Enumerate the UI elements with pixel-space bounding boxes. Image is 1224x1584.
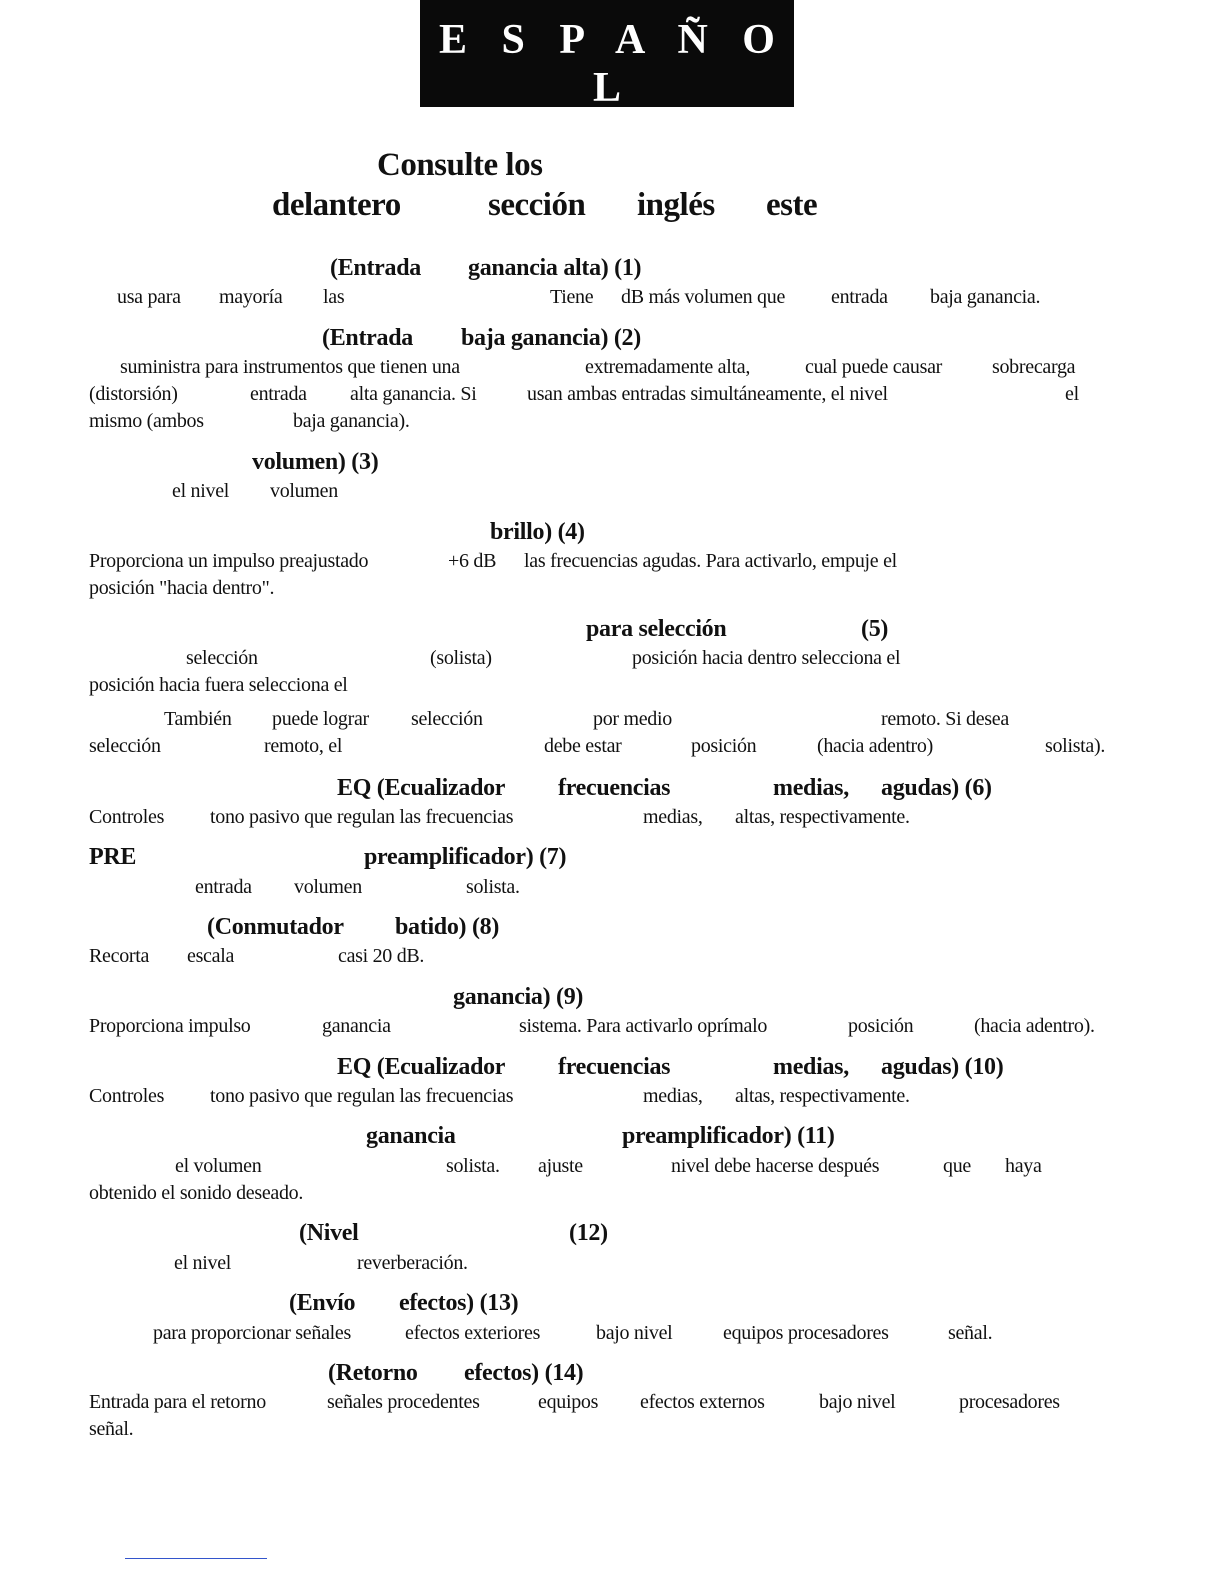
section-heading: EQ (Ecualizador — [337, 775, 506, 801]
section-heading: preamplificador) (11) — [622, 1123, 835, 1149]
body-text: el nivel — [172, 480, 230, 502]
body-text: volumen — [270, 480, 338, 502]
body-text: ajuste — [538, 1155, 583, 1177]
title-word: este — [766, 187, 818, 223]
title-word: delantero — [272, 187, 401, 223]
body-text: señal. — [948, 1322, 993, 1344]
body-text: puede lograr — [272, 708, 369, 730]
language-banner-title: E S P A Ñ O L — [439, 17, 787, 111]
body-text: bajo nivel — [596, 1322, 673, 1344]
body-text: sobrecarga — [992, 356, 1076, 378]
body-text: señal. — [89, 1418, 134, 1440]
body-text: efectos exteriores — [405, 1322, 541, 1344]
section-heading: medias, — [773, 1054, 849, 1080]
body-text: Controles — [89, 1085, 165, 1107]
section-heading: (Conmutador — [207, 914, 344, 940]
body-text: mismo (ambos — [89, 410, 204, 432]
body-text: (solista) — [430, 647, 492, 669]
section-heading: EQ (Ecualizador — [337, 1054, 506, 1080]
body-text: Entrada para el retorno — [89, 1391, 266, 1413]
body-text: suministra para instrumentos que tienen una — [120, 356, 460, 378]
body-text: haya — [1005, 1155, 1042, 1177]
body-text: nivel debe hacerse después — [671, 1155, 880, 1177]
body-text: para proporcionar señales — [153, 1322, 351, 1344]
body-text: ganancia — [322, 1015, 391, 1037]
title-word: inglés — [637, 187, 715, 223]
section-heading: (12) — [569, 1220, 608, 1246]
body-text: obtenido el sonido deseado. — [89, 1182, 304, 1204]
section-heading: frecuencias — [558, 775, 671, 801]
body-text: señales procedentes — [327, 1391, 480, 1413]
body-text: selección — [89, 735, 161, 757]
body-text: entrada — [195, 876, 252, 898]
body-text: procesadores — [959, 1391, 1060, 1413]
section-heading: (Retorno — [328, 1360, 418, 1386]
section-heading: (Envío — [289, 1290, 356, 1316]
section-heading: PRE — [89, 844, 137, 870]
body-text: alta ganancia. Si — [350, 383, 477, 405]
body-text: dB más volumen que — [621, 286, 786, 308]
body-text: medias, — [643, 1085, 703, 1107]
body-text: posición hacia dentro selecciona el — [632, 647, 901, 669]
section-heading: batido) (8) — [395, 914, 500, 940]
body-text: las — [323, 286, 345, 308]
body-text: mayoría — [219, 286, 283, 308]
section-heading: agudas) (6) — [881, 775, 992, 801]
body-text: posición — [848, 1015, 914, 1037]
language-banner — [420, 0, 794, 111]
body-text: (hacia adentro). — [974, 1015, 1095, 1037]
section-heading: efectos) (13) — [399, 1290, 519, 1316]
section-heading: medias, — [773, 775, 849, 801]
section-heading: (5) — [861, 616, 889, 642]
body-text: (hacia adentro) — [817, 735, 933, 757]
body-text: el volumen — [175, 1155, 262, 1177]
body-text: posición "hacia dentro". — [89, 577, 275, 599]
body-text: usa para — [117, 286, 181, 308]
body-text: +6 dB — [448, 550, 497, 572]
body-text: solista. — [446, 1155, 500, 1177]
body-text: Recorta — [89, 945, 150, 967]
body-text: altas, respectivamente. — [735, 1085, 910, 1107]
section-heading: ganancia alta) (1) — [468, 255, 642, 281]
footer-rule — [125, 1558, 267, 1559]
body-text: remoto, el — [264, 735, 343, 757]
section-heading: preamplificador) (7) — [364, 844, 567, 870]
body-text: las frecuencias agudas. Para activarlo, empuje el — [524, 550, 897, 572]
body-text: tono pasivo que regulan las frecuencias — [210, 806, 514, 828]
body-text: solista). — [1045, 735, 1106, 757]
body-text: altas, respectivamente. — [735, 806, 910, 828]
body-text: cual puede causar — [805, 356, 943, 378]
body-text: posición — [691, 735, 757, 757]
title-line1: Consulte los — [377, 147, 543, 183]
body-text: escala — [187, 945, 235, 967]
body-text: También — [164, 708, 232, 730]
body-text: el — [1065, 383, 1079, 405]
body-text: Proporciona un impulso preajustado — [89, 550, 369, 572]
body-text: que — [943, 1155, 971, 1177]
section-heading: agudas) (10) — [881, 1054, 1004, 1080]
section-heading: volumen) (3) — [252, 449, 379, 475]
body-text: equipos — [538, 1391, 599, 1413]
section-heading: baja ganancia) (2) — [461, 325, 641, 351]
body-text: casi 20 dB. — [338, 945, 425, 967]
section-heading: ganancia) (9) — [453, 984, 584, 1010]
body-text: entrada — [250, 383, 307, 405]
body-text: usan ambas entradas simultáneamente, el nivel — [527, 383, 888, 405]
body-text: selección — [186, 647, 258, 669]
body-text: extremadamente alta, — [585, 356, 751, 378]
body-text: remoto. Si desea — [881, 708, 1009, 730]
section-heading: (Nivel — [299, 1220, 359, 1246]
body-text: selección — [411, 708, 483, 730]
body-text: el nivel — [174, 1252, 232, 1274]
title-word: sección — [488, 187, 586, 223]
body-text: entrada — [831, 286, 888, 308]
body-text: debe estar — [544, 735, 622, 757]
body-text: equipos procesadores — [723, 1322, 889, 1344]
body-text: volumen — [294, 876, 362, 898]
section-heading: (Entrada — [330, 255, 421, 281]
body-text: medias, — [643, 806, 703, 828]
body-text: baja ganancia). — [293, 410, 410, 432]
body-text: tono pasivo que regulan las frecuencias — [210, 1085, 514, 1107]
body-text: posición hacia fuera selecciona el — [89, 674, 348, 696]
body-text: Proporciona impulso — [89, 1015, 251, 1037]
body-text: efectos externos — [640, 1391, 765, 1413]
section-heading: frecuencias — [558, 1054, 671, 1080]
body-text: solista. — [466, 876, 520, 898]
section-heading: para selección — [586, 616, 727, 642]
body-text: baja ganancia. — [930, 286, 1041, 308]
section-heading: brillo) (4) — [490, 519, 585, 545]
section-heading: efectos) (14) — [464, 1360, 584, 1386]
section-heading: (Entrada — [322, 325, 413, 351]
body-text: reverberación. — [357, 1252, 468, 1274]
body-text: Controles — [89, 806, 165, 828]
section-heading: ganancia — [366, 1123, 456, 1149]
body-text: Tiene — [550, 286, 594, 308]
body-text: por medio — [593, 708, 672, 730]
body-text: bajo nivel — [819, 1391, 896, 1413]
body-text: sistema. Para activarlo oprímalo — [519, 1015, 768, 1037]
body-text: (distorsión) — [89, 383, 178, 405]
